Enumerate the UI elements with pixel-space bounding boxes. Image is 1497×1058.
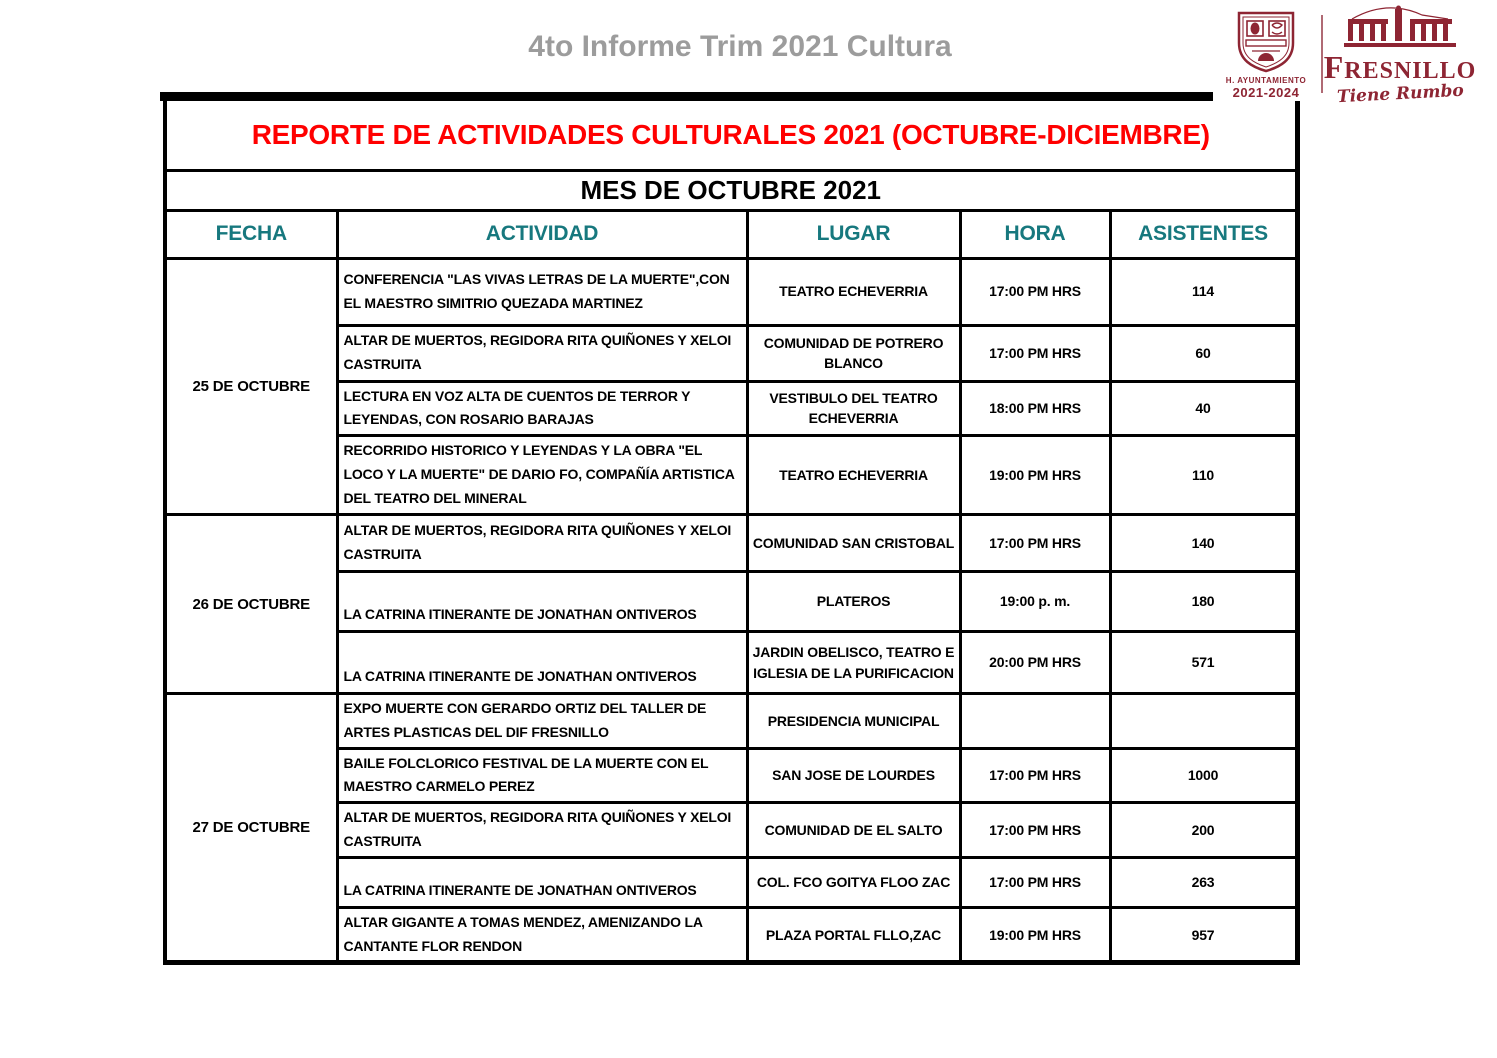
actividad-cell: ALTAR GIGANTE A TOMAS MENDEZ, AMENIZANDO LA CANTANTE FLOR RENDON — [337, 907, 747, 963]
actividad-cell: ALTAR DE MUERTOS, REGIDORA RITA QUIÑONES Y XELOI CASTRUITA — [337, 803, 747, 858]
brand-logo — [1323, 5, 1477, 107]
lugar-cell: COMUNIDAD DE EL SALTO — [747, 803, 960, 858]
table-row — [165, 515, 1297, 572]
lugar-cell: SAN JOSE DE LOURDES — [747, 748, 960, 803]
seal-caption-line2: 2021-2024 — [1232, 84, 1300, 100]
lugar-cell: COL. FCO GOITYA FLOO ZAC — [747, 857, 960, 907]
asistentes-cell: 957 — [1110, 907, 1297, 963]
table-row — [165, 694, 1297, 749]
lugar-cell: PRESIDENCIA MUNICIPAL — [747, 694, 960, 749]
date-cell: 27 DE OCTUBRE — [165, 694, 337, 963]
column-header-lugar: LUGAR — [747, 210, 960, 258]
column-header-actividad: ACTIVIDAD — [337, 210, 747, 258]
hora-cell: 19:00 PM HRS — [960, 436, 1110, 515]
hora-cell: 17:00 PM HRS — [960, 258, 1110, 325]
actividad-cell: ALTAR DE MUERTOS, REGIDORA RITA QUIÑONES Y XELOI CASTRUITA — [337, 515, 747, 572]
page-title: 4to Informe Trim 2021 Cultura — [528, 30, 952, 63]
hora-cell: 17:00 PM HRS — [960, 748, 1110, 803]
logo-divider — [1321, 15, 1323, 93]
actividad-cell: ALTAR DE MUERTOS, REGIDORA RITA QUIÑONES Y XELOI CASTRUITA — [337, 325, 747, 381]
date-cell: 26 DE OCTUBRE — [165, 515, 337, 694]
asistentes-cell: 110 — [1110, 436, 1297, 515]
lugar-cell: JARDIN OBELISCO, TEATRO E IGLESIA DE LA PURIFICACION — [747, 632, 960, 694]
lugar-cell: TEATRO ECHEVERRIA — [747, 258, 960, 325]
asistentes-cell: 60 — [1110, 325, 1297, 381]
hora-cell: 17:00 PM HRS — [960, 515, 1110, 572]
hora-cell: 17:00 PM HRS — [960, 325, 1110, 381]
top-rule — [160, 92, 1213, 101]
lugar-cell: PLATEROS — [747, 572, 960, 632]
report-table — [163, 101, 1300, 965]
month-title: MES DE OCTUBRE 2021 — [165, 170, 1297, 210]
lugar-cell: TEATRO ECHEVERRIA — [747, 436, 960, 515]
actividad-cell: EXPO MUERTE CON GERARDO ORTIZ DEL TALLER DE ARTES PLASTICAS DEL DIF FRESNILLO — [337, 694, 747, 749]
actividad-cell: LA CATRINA ITINERANTE DE JONATHAN ONTIVEROS — [337, 632, 747, 694]
asistentes-cell: 200 — [1110, 803, 1297, 858]
actividad-cell: LECTURA EN VOZ ALTA DE CUENTOS DE TERROR Y LEYENDAS, CON ROSARIO BARAJAS — [337, 381, 747, 436]
actividad-cell: LA CATRINA ITINERANTE DE JONATHAN ONTIVEROS — [337, 857, 747, 907]
hora-cell: 20:00 PM HRS — [960, 632, 1110, 694]
column-header-fecha: FECHA — [165, 210, 337, 258]
actividad-cell: RECORRIDO HISTORICO Y LEYENDAS Y LA OBRA "EL LOCO Y LA MUERTE" DE DARIO FO, COMPAÑÍA ARTISTICA DEL TEATRO DEL MINERAL — [337, 436, 747, 515]
report-title: REPORTE DE ACTIVIDADES CULTURALES 2021 (OCTUBRE-DICIEMBRE) — [165, 101, 1297, 170]
hora-cell: 19:00 PM HRS — [960, 907, 1110, 963]
asistentes-cell: 180 — [1110, 572, 1297, 632]
logo-cluster — [1223, 6, 1477, 107]
lugar-cell: PLAZA PORTAL FLLO,ZAC — [747, 907, 960, 963]
seal-caption-line1: H. AYUNTAMIENTO — [1225, 75, 1307, 85]
hora-cell: 17:00 PM HRS — [960, 803, 1110, 858]
asistentes-cell — [1110, 694, 1297, 749]
hora-cell — [960, 694, 1110, 749]
asistentes-cell: 40 — [1110, 381, 1297, 436]
lugar-cell: COMUNIDAD DE POTRERO BLANCO — [747, 325, 960, 381]
hora-cell: 17:00 PM HRS — [960, 857, 1110, 907]
coat-of-arms-icon — [1233, 9, 1299, 75]
column-header-hora: HORA — [960, 210, 1110, 258]
lugar-cell: VESTIBULO DEL TEATRO ECHEVERRIA — [747, 381, 960, 436]
hora-cell: 19:00 p. m. — [960, 572, 1110, 632]
asistentes-cell: 571 — [1110, 632, 1297, 694]
brand-name: FRESNILLO — [1323, 48, 1477, 85]
asistentes-cell: 114 — [1110, 258, 1297, 325]
aqueduct-icon — [1342, 5, 1458, 51]
column-header-asistentes: ASISTENTES — [1110, 210, 1297, 258]
actividad-cell: LA CATRINA ITINERANTE DE JONATHAN ONTIVEROS — [337, 572, 747, 632]
asistentes-cell: 263 — [1110, 857, 1297, 907]
table-row — [165, 258, 1297, 325]
asistentes-cell: 1000 — [1110, 748, 1297, 803]
lugar-cell: COMUNIDAD SAN CRISTOBAL — [747, 515, 960, 572]
date-cell: 25 DE OCTUBRE — [165, 258, 337, 515]
actividad-cell: BAILE FOLCLORICO FESTIVAL DE LA MUERTE CON EL MAESTRO CARMELO PEREZ — [337, 748, 747, 803]
asistentes-cell: 140 — [1110, 515, 1297, 572]
actividad-cell: CONFERENCIA "LAS VIVAS LETRAS DE LA MUERTE",CON EL MAESTRO SIMITRIO QUEZADA MARTINEZ — [337, 258, 747, 325]
hora-cell: 18:00 PM HRS — [960, 381, 1110, 436]
brand-tagline: Tiene Rumbo — [1336, 80, 1464, 107]
municipal-seal — [1223, 9, 1309, 100]
